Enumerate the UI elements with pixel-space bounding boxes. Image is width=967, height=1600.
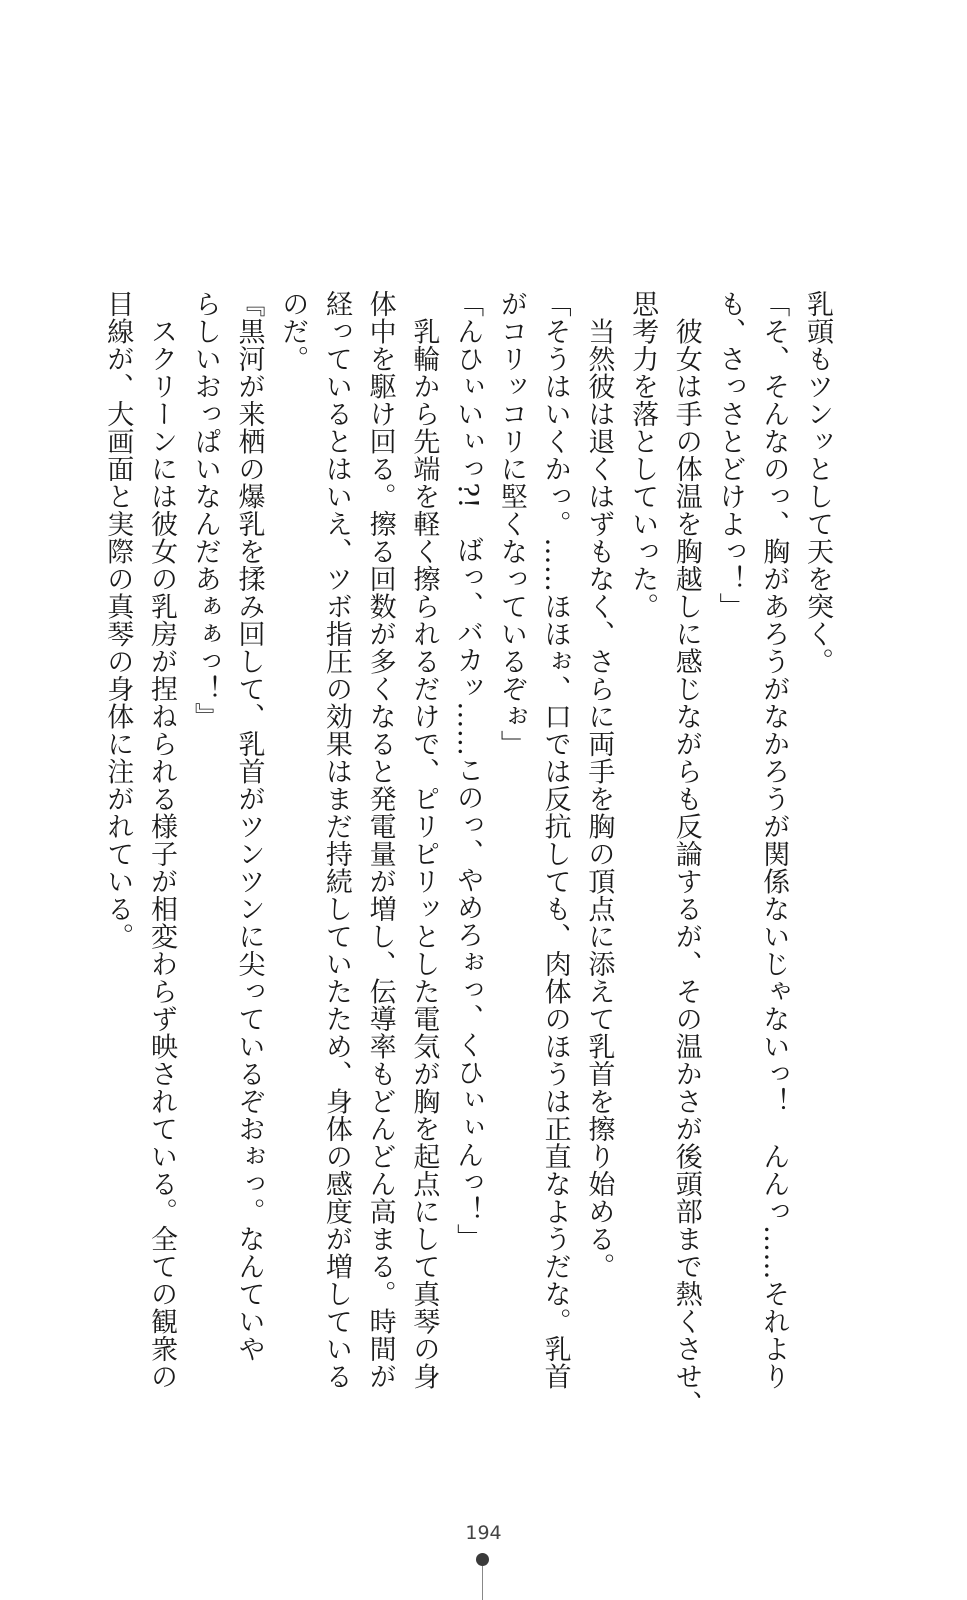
text-line: 乳頭もツンッとして天を突く。 (802, 290, 833, 675)
body-text (96, 290, 839, 1418)
text-line: 「んひぃいぃっ?! ばっ、バカッ……このっ、やめろぉっ、くひぃぃんっ！」 (452, 290, 484, 1252)
text-line: のだ。 (277, 290, 309, 373)
text-line: 思考力を落としていった。 (627, 290, 659, 620)
page-number: 194 (465, 1522, 502, 1544)
text-line: 目線が、大画面と実際の真琴の身体に注がれている。 (102, 290, 134, 950)
text-line: 体中を駆け回る。擦る回数が多くなると発電量が増し、伝導率もどんどん高まる。時間が (364, 290, 396, 1390)
page-marker-dot-icon (476, 1553, 489, 1566)
page-marker-line (482, 1566, 483, 1600)
text-line: 「そ、そんなのっ、胸があろうがなかろうが関係ないじゃないっ！ んんっ……それより (758, 290, 790, 1390)
text-line: も、さっさとどけよっ！」 (714, 290, 746, 620)
text-line: 当然彼は退くはずもなく、さらに両手を胸の頂点に添えて乳首を擦り始める。 (583, 290, 615, 1280)
text-line: 「そうはいくかっ。……ほほぉ、口では反抗しても、肉体のほうは正直なようだな。乳首 (539, 290, 571, 1390)
text-line: 彼女は手の体温を胸越しに感じながらも反論するが、その温かさが後頭部まで熱くさせ、 (670, 290, 702, 1418)
text-line: 乳輪から先端を軽く擦られるだけで、ピリピリッとした電気が胸を起点にして真琴の身 (408, 290, 440, 1390)
text-line: らしいおっぱいなんだあぁぁっ！』 (189, 290, 221, 730)
text-line: がコリッコリに堅くなっているぞぉ」 (495, 290, 527, 758)
text-line: スクリーンには彼女の乳房が捏ねられる様子が相変わらず映されている。全ての観衆の (145, 290, 177, 1390)
text-line: 『黒河が来栖の爆乳を揉み回して、乳首がツンツンに尖っているぞおぉっ。なんていや (233, 290, 265, 1363)
text-line: 経っているとはいえ、ツボ指圧の効果はまだ持続していたため、身体の感度が増している (320, 290, 352, 1390)
